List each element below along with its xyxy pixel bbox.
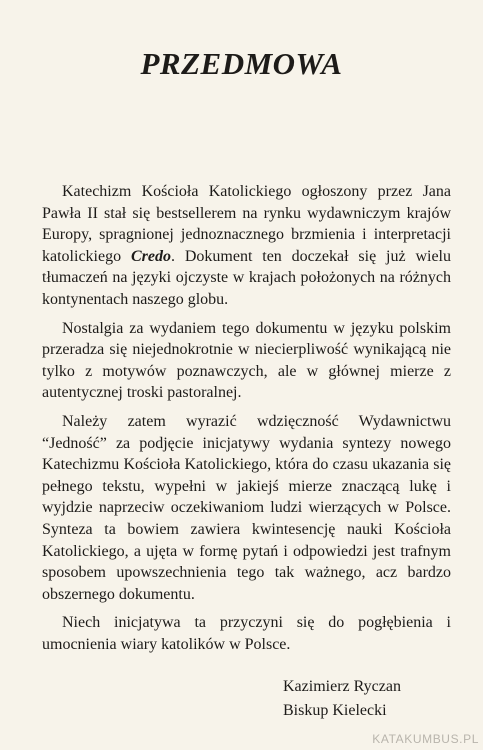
credo-emphasis: Credo bbox=[130, 247, 171, 265]
watermark: KATAKUMBUS.PL bbox=[372, 732, 479, 746]
preface-body bbox=[42, 181, 451, 655]
paragraph-1 bbox=[42, 181, 451, 311]
signature-block bbox=[283, 675, 401, 723]
paragraph-1-text-end: . Dokument ten doczekał się już wielu tłumaczeń na języki ojczyste w krajach położonych na różnych kontynentach naszego globu. bbox=[42, 247, 452, 308]
paragraph-3: Należy zatem wyrazić wdzięczność Wydawnictwu “Jedność” za podjęcie inicjatywy wydania syntezy nowego Katechizmu Kościoła Katolickiego, która do czasu ukazania się pełnego tekstu, wypełni w jakiejś mierze znaczącą lukę i wyjdzie naprzeciw oczekiwaniom ludzi wierzących w Polsce. Synteza ta bowiem zawiera kwintesencję nauki Kościoła Katolickiego, a ujęta w formę pytań i odpowiedzi jest trafnym sposobem upowszechnienia tego tak ważnego, acz bardzo obszernego dokumentu. bbox=[42, 412, 451, 603]
paragraph-1-text-start: Katechizm Kościoła Katolickiego ogłoszony przez Jana Pawła II stał się bestsellerem na rynku wydawniczym krajów Europy, spragnionej jednoznacznego brzmienia i interpretacji katolickiego bbox=[42, 183, 451, 265]
page-title: PRZEDMOWA bbox=[140, 46, 343, 81]
paragraph-4: Niech inicjatywa ta przyczyni się do pogłębienia i umocnienia wiary katolików w Polsce. bbox=[42, 614, 451, 653]
paragraph-2: Nostalgia za wydaniem tego dokumentu w języku polskim przeradza się niejednokrotnie w niecierpliwość wynikającą nie tylko z motywów poznawczych, ale w głównej mierze z autentycznej troski pastoralnej. bbox=[42, 319, 451, 402]
signature-role: Biskup Kielecki bbox=[283, 702, 387, 719]
signature-name: Kazimierz Ryczan bbox=[283, 678, 401, 695]
